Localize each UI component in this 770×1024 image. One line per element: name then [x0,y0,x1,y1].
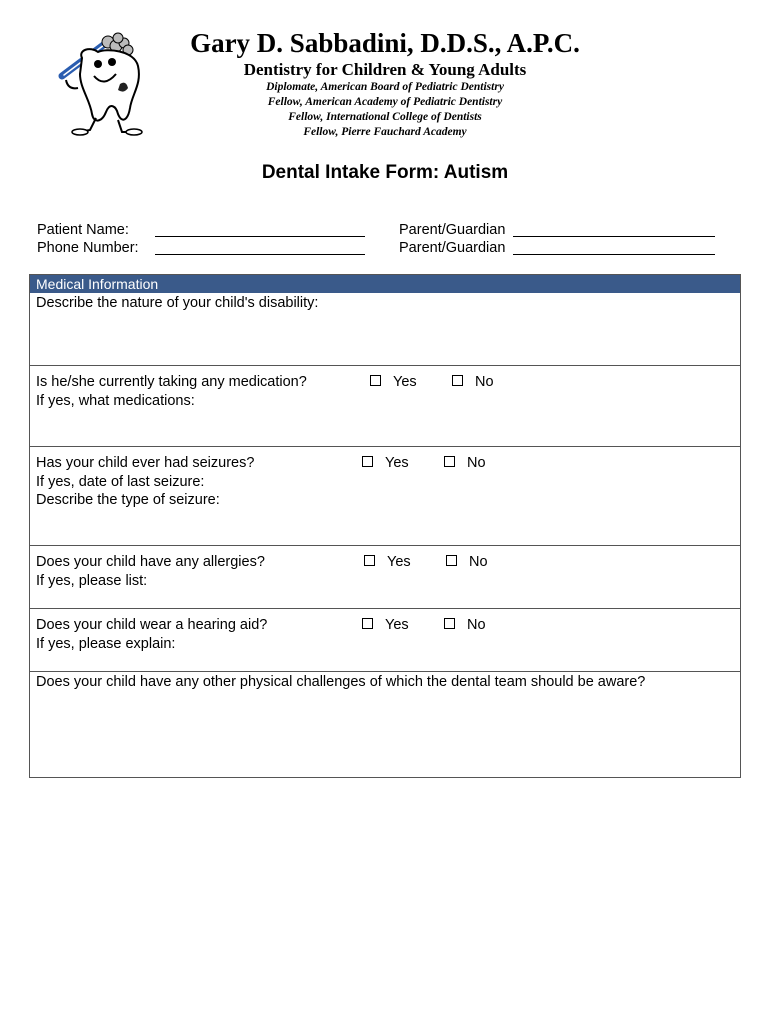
disability-row [30,293,740,366]
medication-question: Is he/she currently taking any medication? [36,374,307,390]
checkbox-icon[interactable] [362,618,373,629]
parent-guardian-label: Parent/Guardian [399,222,506,238]
disability-question: Describe the nature of your child's disability: [36,295,319,311]
hearing-aid-yes-option[interactable] [362,616,409,635]
medical-information-section [29,274,741,778]
seizures-followup-date: If yes, date of last seizure: [36,474,205,490]
hearing-aid-followup: If yes, please explain: [36,636,176,652]
checkbox-icon[interactable] [362,456,373,467]
medication-yes-option[interactable] [370,373,417,392]
allergies-question: Does your child have any allergies? [36,554,265,570]
yes-label: Yes [385,617,409,633]
eye-icon [108,58,116,66]
form-title: Dental Intake Form: Autism [261,162,509,183]
patient-name-label: Patient Name: [37,222,129,238]
seizures-followup-type: Describe the type of seizure: [36,492,220,508]
allergies-followup: If yes, please list: [36,573,148,589]
credential-line: Diplomate, American Board of Pediatric Dentistry [266,81,504,93]
checkbox-icon[interactable] [444,618,455,629]
credentials [150,80,620,140]
credential-line: Fellow, International College of Dentists [288,111,482,123]
checkbox-icon[interactable] [364,555,375,566]
section-header: Medical Information [30,275,740,293]
allergies-row [30,546,740,609]
other-challenges-row [30,672,740,777]
shoe-icon [126,129,142,135]
hearing-aid-row [30,609,740,672]
no-label: No [467,617,486,633]
medication-no-option[interactable] [452,373,494,392]
practice-subtitle: Dentistry for Children & Young Adults [243,60,527,79]
checkbox-icon[interactable] [446,555,457,566]
allergies-yes-option[interactable] [364,553,411,572]
eye-icon [94,60,102,68]
phone-number-label: Phone Number: [37,240,139,256]
seizures-question: Has your child ever had seizures? [36,455,255,471]
shoe-icon [72,129,88,135]
no-label: No [469,554,488,570]
credential-line: Fellow, American Academy of Pediatric Dentistry [267,96,503,108]
yes-label: Yes [385,455,409,471]
seizures-no-option[interactable] [444,454,486,473]
hearing-aid-no-option[interactable] [444,616,486,635]
phone-number-field[interactable] [155,254,365,255]
parent-guardian-field-2[interactable] [513,254,715,255]
practice-name: Gary D. Sabbadini, D.D.S., A.P.C. [190,28,580,58]
other-challenges-question: Does your child have any other physical challenges of which the dental team should be aware? [36,674,646,690]
checkbox-icon[interactable] [370,375,381,386]
checkbox-icon[interactable] [452,375,463,386]
no-label: No [467,455,486,471]
yes-label: Yes [387,554,411,570]
parent-guardian-field-1[interactable] [513,236,715,237]
seizures-yes-option[interactable] [362,454,409,473]
tooth-mascot-logo [50,28,150,140]
checkbox-icon[interactable] [444,456,455,467]
credential-line: Fellow, Pierre Fauchard Academy [303,126,467,138]
parent-guardian-label: Parent/Guardian [399,240,506,256]
allergies-no-option[interactable] [446,553,488,572]
patient-name-field[interactable] [155,236,365,237]
yes-label: Yes [393,374,417,390]
medication-row [30,366,740,447]
medication-followup: If yes, what medications: [36,393,195,409]
seizures-row [30,447,740,546]
no-label: No [475,374,494,390]
hearing-aid-question: Does your child wear a hearing aid? [36,617,268,633]
